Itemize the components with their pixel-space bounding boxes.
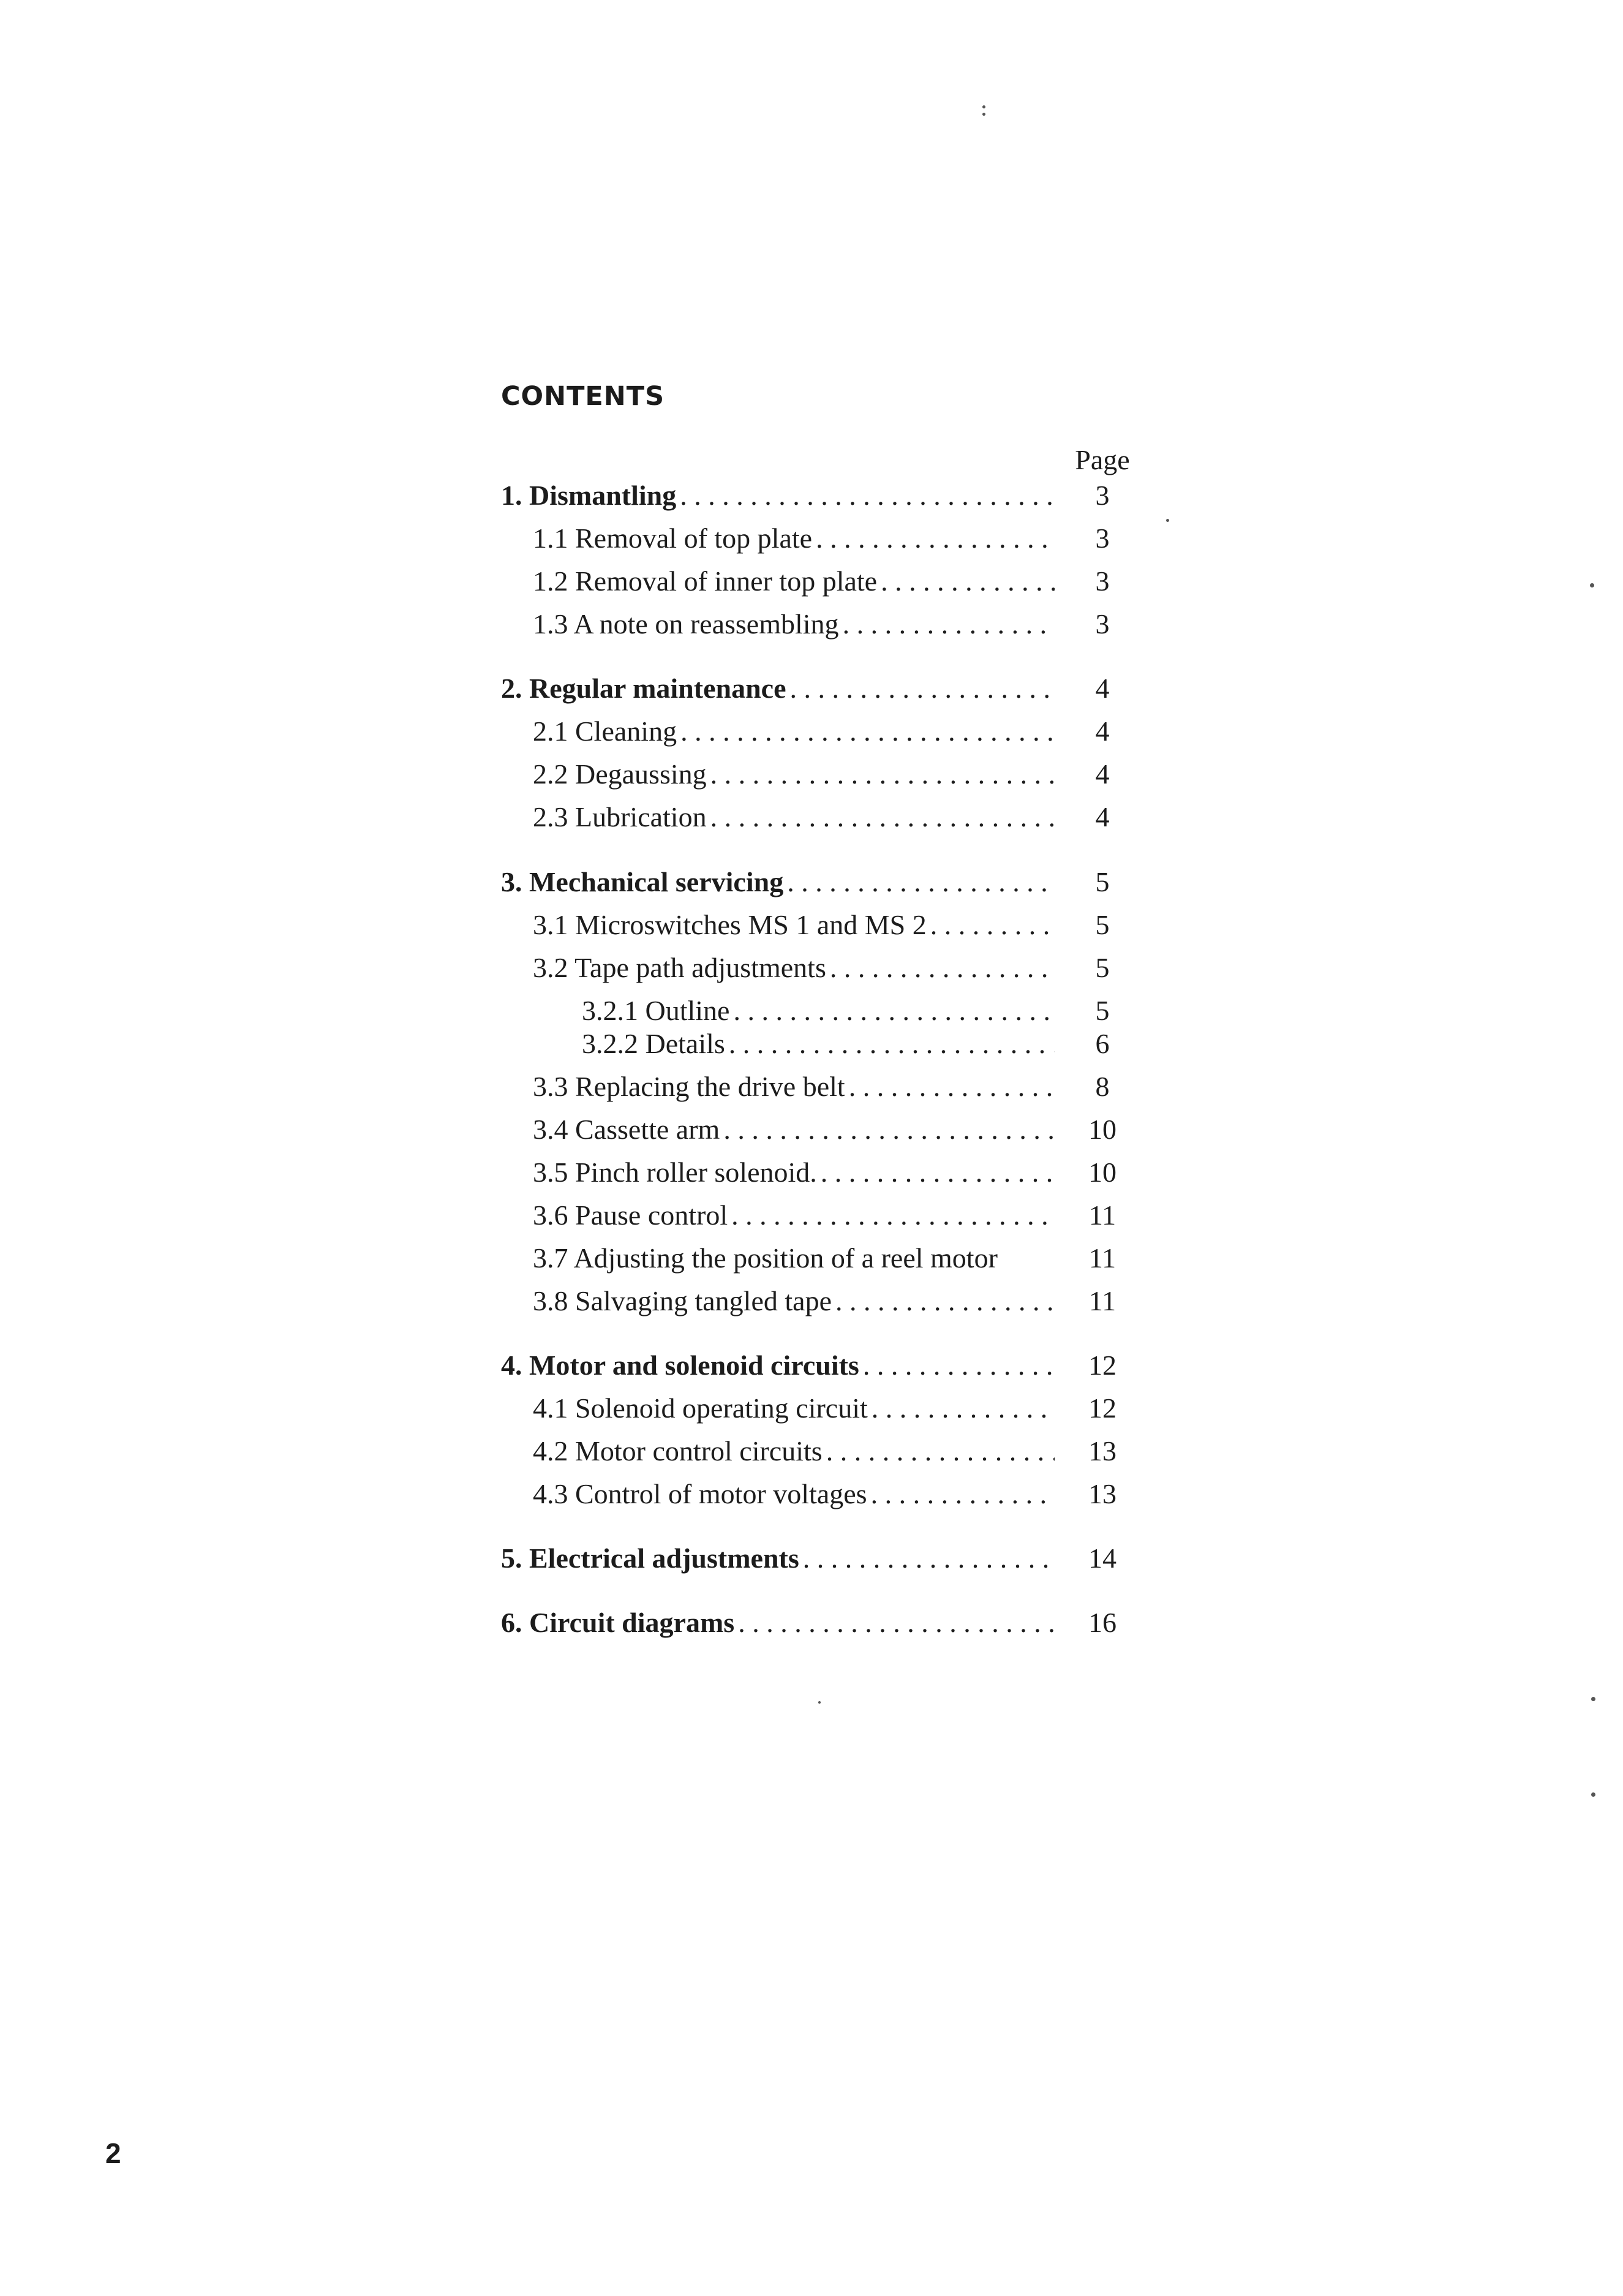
- toc-entry-title: 1.1 Removal of top plate: [533, 523, 813, 554]
- toc-dot-leader: [725, 1027, 1055, 1060]
- scan-speck: [1590, 583, 1594, 587]
- toc-entry-page: 13: [1088, 1435, 1117, 1467]
- toc-entry-title: 2.3 Lubrication: [533, 801, 707, 833]
- toc-entry: [533, 801, 1055, 837]
- toc-entry-page: 4: [1095, 801, 1110, 833]
- toc-dot-leader: [677, 715, 1055, 747]
- toc-dot-leader: [707, 801, 1055, 833]
- scan-speck: [1591, 1697, 1595, 1701]
- toc-entry-page: 4: [1095, 673, 1110, 704]
- toc-entry-title: 6. Circuit diagrams: [501, 1607, 735, 1638]
- toc-entry-title: 3.8 Salvaging tangled tape: [533, 1285, 832, 1316]
- toc-entry: [501, 1349, 1055, 1386]
- toc-entry-title: 1.3 A note on reassembling: [533, 608, 839, 640]
- toc-dot-leader: [812, 522, 1055, 554]
- toc-entry-title: 3.2 Tape path adjustments: [533, 952, 826, 983]
- toc-entry-title: 4.1 Solenoid operating circuit: [533, 1392, 868, 1424]
- toc-entry-page: 5: [1095, 866, 1110, 897]
- toc-entry-page: 10: [1088, 1157, 1117, 1188]
- toc-dot-leader: [859, 1349, 1055, 1381]
- toc-entry-title: 3.5 Pinch roller solenoid.: [533, 1157, 817, 1188]
- toc-entry: [533, 758, 1055, 795]
- toc-dot-leader: [877, 565, 1055, 597]
- toc-entry: [501, 1542, 1055, 1579]
- toc-dot-leader: [817, 1156, 1055, 1188]
- page-column-label: Page: [1075, 444, 1130, 475]
- toc-entry: [501, 672, 1055, 709]
- toc-dot-leader: [826, 951, 1055, 984]
- toc-entry-title: 2.2 Degaussing: [533, 758, 707, 790]
- toc-entry-page: 13: [1088, 1478, 1117, 1509]
- toc-entry-page: 11: [1088, 1242, 1117, 1274]
- toc-entry-title: 1.2 Removal of inner top plate: [533, 565, 878, 597]
- toc-entry-page: 4: [1095, 716, 1110, 747]
- toc-entry-page: 10: [1088, 1114, 1117, 1145]
- toc-entry-title: 2. Regular maintenance: [501, 673, 786, 704]
- toc-entry: [533, 1392, 1055, 1429]
- toc-dot-leader: [729, 994, 1055, 1027]
- toc-entry-page: 12: [1088, 1350, 1117, 1381]
- toc-entry-page: 3: [1095, 480, 1110, 511]
- toc-entry: [533, 1113, 1055, 1150]
- page-number: 2: [105, 2137, 121, 2169]
- toc-entry-page: 3: [1095, 523, 1110, 554]
- toc-entry: [582, 1027, 1055, 1064]
- toc-dot-leader: [845, 1070, 1055, 1103]
- toc-entry-title: 3. Mechanical servicing: [501, 866, 784, 897]
- toc-entry: [533, 715, 1055, 752]
- toc-entry: [501, 479, 1055, 516]
- toc-entry-title: 3.1 Microswitches MS 1 and MS 2: [533, 909, 927, 940]
- toc-dot-leader: [867, 1478, 1055, 1510]
- toc-entry: [533, 522, 1055, 559]
- toc-dot-leader: [927, 908, 1055, 941]
- toc-entry-page: 4: [1095, 758, 1110, 790]
- toc-dot-leader: [728, 1199, 1055, 1231]
- toc-entry-title: 1. Dismantling: [501, 480, 677, 511]
- toc-entry: [582, 994, 1055, 1031]
- toc-entry-title: 4. Motor and solenoid circuits: [501, 1350, 859, 1381]
- toc-entry-page: 16: [1088, 1607, 1117, 1638]
- toc-entry-page: 8: [1095, 1071, 1110, 1102]
- toc-entry: [533, 608, 1055, 644]
- toc-entry-page: 14: [1088, 1543, 1117, 1574]
- toc-dot-leader: [823, 1435, 1055, 1467]
- toc-dot-leader: [839, 608, 1055, 640]
- toc-entry-page: 12: [1088, 1392, 1117, 1424]
- toc-entry-title: 4.2 Motor control circuits: [533, 1435, 823, 1467]
- toc-entry-page: 11: [1088, 1199, 1117, 1231]
- toc-entry: [533, 1199, 1055, 1236]
- scan-speck: [1166, 519, 1169, 522]
- toc-entry-title: 3.4 Cassette arm: [533, 1114, 720, 1145]
- toc-dot-leader: [868, 1392, 1055, 1424]
- toc-entry-title: 3.2.2 Details: [582, 1028, 725, 1059]
- toc-entry: [533, 951, 1055, 988]
- toc-entry-title: 3.3 Replacing the drive belt: [533, 1071, 845, 1102]
- toc-dot-leader: [720, 1113, 1055, 1146]
- toc-entry-page: 11: [1088, 1285, 1117, 1316]
- toc-dot-leader: [734, 1606, 1055, 1639]
- toc-entry-title: 5. Electrical adjustments: [501, 1543, 799, 1574]
- toc-entry: [533, 1070, 1055, 1107]
- toc-entry: [533, 1478, 1055, 1514]
- toc-entry-title: 2.1 Cleaning: [533, 716, 677, 747]
- toc-entry: [533, 565, 1055, 602]
- toc-dot-leader: [676, 479, 1055, 512]
- toc-entry: [533, 908, 1055, 945]
- scan-speck: [982, 113, 985, 116]
- toc-entry: [501, 866, 1055, 902]
- toc-dot-leader: [783, 866, 1055, 898]
- scan-speck: [982, 105, 985, 108]
- toc-entry: [533, 1435, 1055, 1471]
- contents-heading: CONTENTS: [501, 381, 665, 412]
- toc-entry-page: 5: [1095, 909, 1110, 940]
- toc-entry-page: 5: [1095, 952, 1110, 983]
- scan-speck: [1591, 1792, 1595, 1797]
- toc-entry-title: 3.6 Pause control: [533, 1199, 728, 1231]
- toc-dot-leader: [707, 758, 1055, 790]
- toc-entry-title: 3.2.1 Outline: [582, 995, 730, 1026]
- toc-entry-page: 3: [1095, 608, 1110, 640]
- toc-entry: [533, 1156, 1055, 1193]
- toc-entry-title: 4.3 Control of motor voltages: [533, 1478, 867, 1509]
- toc-entry-title: 3.7 Adjusting the position of a reel motor: [533, 1242, 998, 1274]
- scan-speck: [818, 1701, 821, 1704]
- toc-entry-page: 5: [1095, 995, 1110, 1026]
- toc-entry-page: 6: [1095, 1028, 1110, 1059]
- toc-dot-leader: [799, 1542, 1055, 1574]
- toc-entry: [533, 1242, 1055, 1278]
- toc-entry: [533, 1285, 1055, 1321]
- toc-entry-page: 3: [1095, 565, 1110, 597]
- toc-dot-leader: [786, 672, 1055, 704]
- toc-entry: [501, 1606, 1055, 1643]
- toc-dot-leader: [832, 1285, 1055, 1317]
